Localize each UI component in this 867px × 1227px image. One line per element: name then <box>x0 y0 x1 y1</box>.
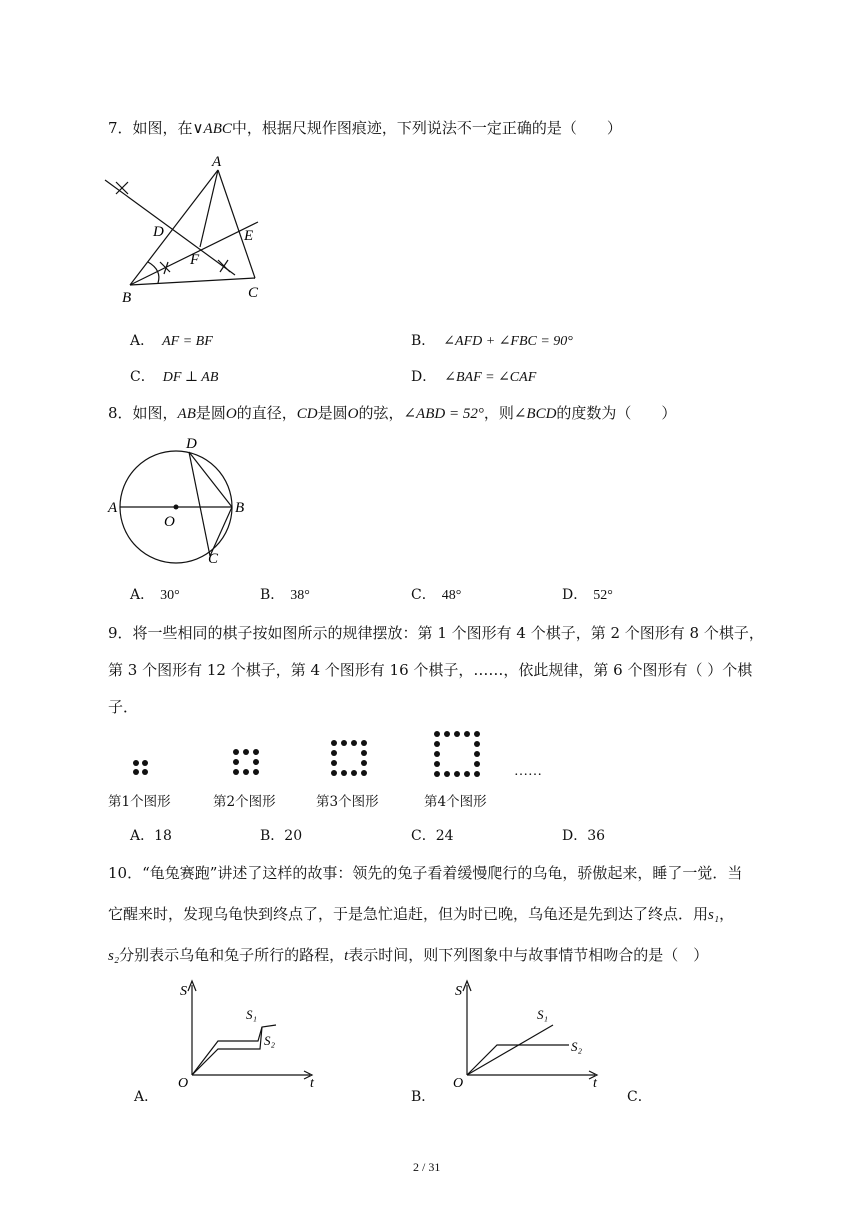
chess-piece-dot <box>474 731 480 737</box>
q9-option-c[interactable]: C．24 <box>411 828 454 844</box>
chess-piece-dot <box>233 769 239 775</box>
chess-piece-dot <box>253 769 259 775</box>
chess-piece-dot <box>474 741 480 747</box>
chess-piece-dot <box>474 751 480 757</box>
point-label-D: D <box>186 436 197 452</box>
q9-figure-label-4: 第4个图形 <box>424 794 487 810</box>
point-label-A: A <box>212 154 222 170</box>
axis-label-t: t <box>593 1076 597 1090</box>
chess-piece-dot <box>464 731 470 737</box>
chess-piece-dot <box>331 770 337 776</box>
chess-piece-dot <box>142 769 148 775</box>
series-label-S1: S₁ <box>246 1007 258 1022</box>
q7-option-a[interactable]: A． AF = BF <box>130 333 213 349</box>
q7-stem: 7．如图，在∨ABC中，根据尺规作图痕迹，下列说法不一定正确的是（ ） <box>108 119 622 137</box>
q9-pattern-figure <box>100 725 560 785</box>
q7-triangle-figure <box>100 150 280 310</box>
chess-piece-dot <box>454 731 460 737</box>
chess-piece-dot <box>331 750 337 756</box>
chess-piece-dot <box>331 760 337 766</box>
q10-option-b[interactable]: B． <box>411 1089 436 1105</box>
series-label-S2: S₂ <box>264 1033 276 1048</box>
q9-figure-label-3: 第3个图形 <box>316 794 379 810</box>
chess-piece-dot <box>434 731 440 737</box>
page-number: 2 / 31 <box>413 1160 441 1174</box>
chess-piece-dot <box>341 740 347 746</box>
q10-option-a[interactable]: A． <box>134 1089 159 1105</box>
chess-piece-dot <box>361 750 367 756</box>
origin-label-O: O <box>453 1076 464 1090</box>
chess-piece-dot <box>434 741 440 747</box>
point-label-C: C <box>248 285 259 301</box>
point-label-F: F <box>190 252 200 268</box>
chess-piece-dot <box>243 749 249 755</box>
chess-piece-dot <box>464 771 470 777</box>
point-label-B: B <box>235 500 245 516</box>
axis-label-S: S <box>455 984 462 999</box>
q10-graph-b <box>445 975 615 1090</box>
chess-piece-dot <box>351 740 357 746</box>
chess-piece-dot <box>341 770 347 776</box>
chess-piece-dot <box>434 751 440 757</box>
q7-option-d[interactable]: D． ∠BAF = ∠CAF <box>411 369 537 385</box>
chess-piece-dot <box>454 771 460 777</box>
q9-option-b[interactable]: B．20 <box>260 828 303 844</box>
chess-piece-dot <box>351 770 357 776</box>
q10-stem-line1: 10．“龟兔赛跑”讲述了这样的故事：领先的兔子看着缓慢爬行的乌龟，骄傲起来，睡了一觉．当 <box>108 864 743 882</box>
chess-piece-dot <box>133 769 139 775</box>
point-label-B: B <box>122 290 132 306</box>
chess-piece-dot <box>444 731 450 737</box>
q10-graph-a <box>170 975 330 1090</box>
point-label-D: D <box>153 224 164 240</box>
q8-option-b[interactable]: B． 38° <box>260 587 310 603</box>
chess-piece-dot <box>474 771 480 777</box>
series-label-S2: S₂ <box>571 1039 583 1054</box>
q9-option-d[interactable]: D．36 <box>562 828 606 844</box>
chess-piece-dot <box>434 761 440 767</box>
q8-option-d[interactable]: D． 52° <box>562 587 613 603</box>
origin-label-O: O <box>178 1076 189 1090</box>
point-label-E: E <box>244 228 254 244</box>
chess-piece-dot <box>133 760 139 766</box>
chess-piece-dot <box>243 769 249 775</box>
q9-stem-line1: 9．将一些相同的棋子按如图所示的规律摆放：第 1 个图形有 4 个棋子，第 2 个图形有 8 个棋子， <box>108 624 764 642</box>
chess-piece-dot <box>253 749 259 755</box>
q9-figure-label-2: 第2个图形 <box>213 794 276 810</box>
q8-stem: 8．如图，AB是圆O的直径，CD是圆O的弦，∠ABD = 52°，则∠BCD的度数为（ ） <box>108 404 677 422</box>
chess-piece-dot <box>361 760 367 766</box>
q9-option-a[interactable]: A．18 <box>130 828 172 844</box>
series-label-S1: S₁ <box>537 1007 549 1022</box>
q7-option-c[interactable]: C． DF ⊥ AB <box>130 369 219 385</box>
chess-piece-dot <box>331 740 337 746</box>
point-label-C: C <box>208 551 219 567</box>
chess-piece-dot <box>361 770 367 776</box>
chess-piece-dot <box>253 759 259 765</box>
q10-stem-line2: 它醒来时，发现乌龟快到终点了，于是急忙追赶，但为时已晚，乌龟还是先到达了终点．用s₁， <box>108 905 735 923</box>
q9-stem-line2: 第 3 个图形有 12 个棋子，第 4 个图形有 16 个棋子，……，依此规律，第 6 个图形有（ ）个棋 <box>108 661 753 679</box>
chess-piece-dot <box>361 740 367 746</box>
q10-option-c[interactable]: C． <box>627 1089 652 1105</box>
point-label-O: O <box>164 514 175 530</box>
chess-piece-dot <box>444 771 450 777</box>
chess-piece-dot <box>434 771 440 777</box>
q8-option-c[interactable]: C． 48° <box>411 587 462 603</box>
chess-piece-dot <box>142 760 148 766</box>
axis-label-t: t <box>310 1076 314 1090</box>
q8-option-a[interactable]: A． 30° <box>130 587 180 603</box>
q9-figure-label-1: 第1个图形 <box>108 794 171 810</box>
q9-stem-line3: 子． <box>108 698 139 716</box>
chess-piece-dot <box>474 761 480 767</box>
axis-label-S: S <box>180 984 187 999</box>
q10-stem-line3: s₂分别表示乌龟和兔子所行的路程，t表示时间，则下列图象中与故事情节相吻合的是（ ） <box>108 946 709 964</box>
point-label-A: A <box>108 500 118 516</box>
chess-piece-dot <box>233 749 239 755</box>
q8-circle-figure <box>100 432 260 572</box>
q7-option-b[interactable]: B． ∠AFD + ∠FBC = 90° <box>411 333 573 349</box>
q9-ellipsis: …… <box>514 764 542 779</box>
chess-piece-dot <box>233 759 239 765</box>
